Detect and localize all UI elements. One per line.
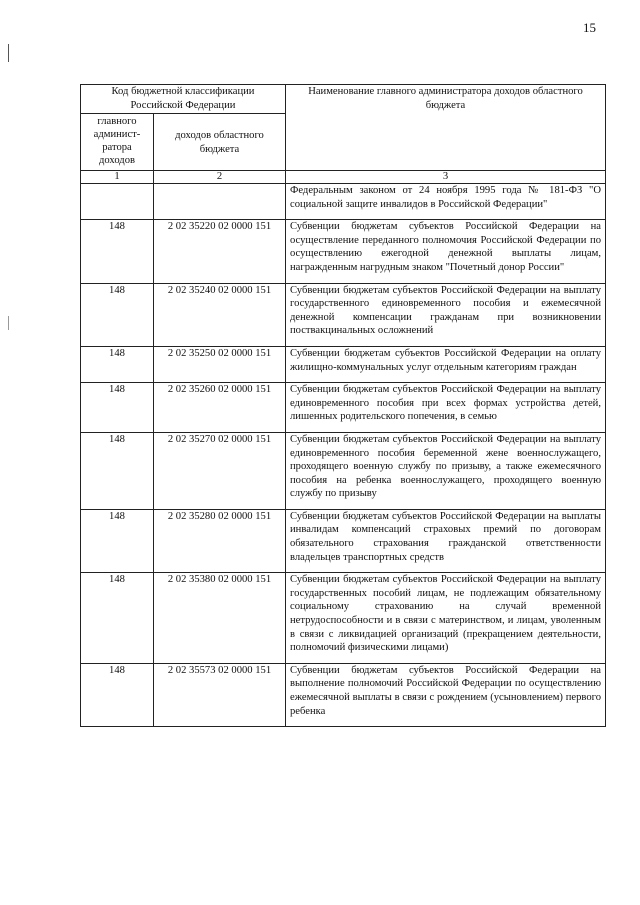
admin-code-cell: 148 <box>81 573 154 664</box>
income-code-cell: 2 02 35250 02 0000 151 <box>154 346 286 382</box>
income-code-cell: 2 02 35280 02 0000 151 <box>154 509 286 572</box>
admin-code-cell: 148 <box>81 220 154 283</box>
page-number: 15 <box>583 20 596 35</box>
income-name-cell: Федеральным законом от 24 ноября 1995 года № 181-ФЗ "О социальной защите инвалидов в Российской Федерации" <box>286 184 606 220</box>
admin-code-cell: 148 <box>81 432 154 509</box>
admin-code-cell: 148 <box>81 509 154 572</box>
budget-classification-table <box>80 84 606 727</box>
income-code-cell: 2 02 35220 02 0000 151 <box>154 220 286 283</box>
income-name-cell: Субвенции бюджетам субъектов Российской Федерации на выплату государственного единовременного пособия и ежемесячной денежной компенсации гражданам при возникновении поствакцинальных осложнений <box>286 283 606 346</box>
income-code-cell <box>154 184 286 220</box>
admin-code-cell: 148 <box>81 663 154 726</box>
header-admin-column: главного админист-ратора доходов <box>81 114 154 171</box>
column-number-2: 2 <box>154 171 286 184</box>
income-code-cell: 2 02 35240 02 0000 151 <box>154 283 286 346</box>
column-number-row <box>81 171 606 184</box>
table-row <box>81 184 606 220</box>
income-name-cell: Субвенции бюджетам субъектов Российской Федерации на выплату государственных пособий лицам, не подлежащим обязательному социальному страхованию на случай временной нетрудоспособности и в связи с материнством, и лицам, уволенным в связи с ликвидацией организаций (прекращением деятельности, полномочий физическими лицами) <box>286 573 606 664</box>
income-name-cell: Субвенции бюджетам субъектов Российской Федерации на выполнение полномочий Российской Федерации по осуществлению ежемесячной выплаты в связи с рождением (усыновлением) первого ребенка <box>286 663 606 726</box>
income-name-cell: Субвенции бюджетам субъектов Российской Федерации на выплату единовременного пособия при всех формах устройства детей, лишенных родительского попечения, в семью <box>286 383 606 433</box>
table-row <box>81 509 606 572</box>
income-code-cell: 2 02 35260 02 0000 151 <box>154 383 286 433</box>
table-row <box>81 383 606 433</box>
admin-code-cell: 148 <box>81 346 154 382</box>
table-row <box>81 573 606 664</box>
column-number-1: 1 <box>81 171 154 184</box>
income-code-cell: 2 02 35380 02 0000 151 <box>154 573 286 664</box>
income-code-cell: 2 02 35573 02 0000 151 <box>154 663 286 726</box>
table-row <box>81 663 606 726</box>
header-income-column: доходов областного бюджета <box>154 114 286 171</box>
table-row <box>81 220 606 283</box>
income-name-cell: Субвенции бюджетам субъектов Российской Федерации на осуществление переданного полномочия Российской Федерации по осуществлению ежегодной денежной выплаты лицам, награжденным нагрудным знаком "Почетный донор России" <box>286 220 606 283</box>
scan-edge-mark <box>8 316 9 330</box>
table-row <box>81 432 606 509</box>
column-number-3: 3 <box>286 171 606 184</box>
income-name-cell: Субвенции бюджетам субъектов Российской Федерации на оплату жилищно-коммунальных услуг отдельным категориям граждан <box>286 346 606 382</box>
admin-code-cell: 148 <box>81 383 154 433</box>
admin-code-cell: 148 <box>81 283 154 346</box>
table-row <box>81 283 606 346</box>
admin-code-cell <box>81 184 154 220</box>
income-name-cell: Субвенции бюджетам субъектов Российской Федерации на выплату единовременного пособия беременной жене военнослужащего, проходящего военную службу по призыву, а также ежемесячного пособия на ребенка военнослужащего, проходящего военную службу по призыву <box>286 432 606 509</box>
header-name-column: Наименование главного администратора доходов областного бюджета <box>286 85 606 171</box>
scan-edge-mark <box>8 44 9 62</box>
table-row <box>81 346 606 382</box>
income-code-cell: 2 02 35270 02 0000 151 <box>154 432 286 509</box>
income-name-cell: Субвенции бюджетам субъектов Российской Федерации на выплаты инвалидам компенсаций страховых премий по договорам обязательного страхования гражданской ответственности владельцев транспортных средств <box>286 509 606 572</box>
header-row-group <box>81 85 606 114</box>
header-budget-code-group: Код бюджетной классификации Российской Федерации <box>81 85 286 114</box>
